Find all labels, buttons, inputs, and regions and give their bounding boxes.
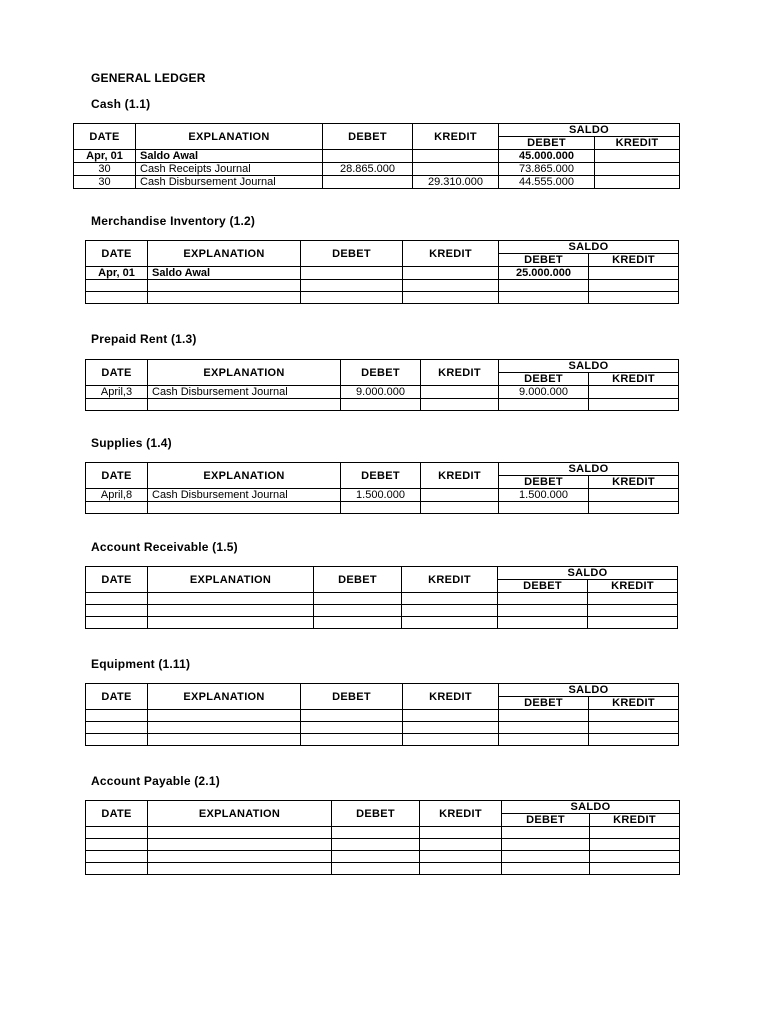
cell-debet [332,863,420,875]
cell-explanation [148,502,341,514]
cell-saldo-debet [498,605,588,617]
col-header-explanation: EXPLANATION [136,124,323,150]
cell-debet [301,292,403,304]
cell-debet [301,280,403,292]
col-header-kredit: KREDIT [421,463,499,489]
cell-saldo-kredit [595,176,680,189]
col-header-date: DATE [86,360,148,386]
cell-saldo-kredit [590,827,680,839]
cell-explanation: Cash Disbursement Journal [148,386,341,399]
cell-saldo-kredit [589,386,679,399]
account-title: Prepaid Rent (1.3) [91,332,197,346]
cell-debet [301,710,403,722]
col-header-date: DATE [74,124,136,150]
col-header-saldo-kredit: KREDIT [589,254,679,267]
cell-debet [314,605,402,617]
table-row [86,280,679,292]
table-row [86,734,679,746]
col-header-debet: DEBET [332,801,420,827]
ledger-table [85,359,679,411]
cell-saldo-debet: 1.500.000 [499,489,589,502]
cell-saldo-debet [502,851,590,863]
cell-explanation [148,863,332,875]
col-header-saldo: SALDO [502,801,680,814]
cell-kredit [421,502,499,514]
cell-kredit [421,386,499,399]
account-title: Cash (1.1) [91,97,151,111]
cell-debet [332,839,420,851]
col-header-saldo: SALDO [499,124,680,137]
cell-debet [323,150,413,163]
col-header-kredit: KREDIT [403,241,499,267]
account-title: Merchandise Inventory (1.2) [91,214,256,228]
table-row [86,710,679,722]
col-header-explanation: EXPLANATION [148,684,301,710]
cell-saldo-debet [499,502,589,514]
col-header-debet: DEBET [341,463,421,489]
col-header-explanation: EXPLANATION [148,360,341,386]
cell-kredit [403,734,499,746]
cell-saldo-debet: 73.865.000 [499,163,595,176]
col-header-saldo: SALDO [498,567,678,580]
cell-debet: 9.000.000 [341,386,421,399]
cell-saldo-debet: 45.000.000 [499,150,595,163]
cell-saldo-debet [499,399,589,411]
cell-kredit [421,399,499,411]
col-header-saldo: SALDO [499,684,679,697]
col-header-date: DATE [86,684,148,710]
cell-explanation [148,399,341,411]
cell-date [86,734,148,746]
cell-debet [314,617,402,629]
cell-explanation: Cash Disbursement Journal [136,176,323,189]
cell-date: 30 [74,176,136,189]
col-header-debet: DEBET [301,241,403,267]
cell-kredit [420,839,502,851]
cell-kredit [403,710,499,722]
cell-kredit [413,150,499,163]
table-row [86,839,680,851]
col-header-saldo-kredit: KREDIT [590,814,680,827]
cell-kredit [420,863,502,875]
cell-kredit [420,851,502,863]
cell-date [86,593,148,605]
table-row [86,593,678,605]
cell-explanation: Cash Disbursement Journal [148,489,341,502]
cell-explanation: Cash Receipts Journal [136,163,323,176]
col-header-saldo-kredit: KREDIT [589,373,679,386]
cell-debet: 28.865.000 [323,163,413,176]
cell-debet [332,851,420,863]
col-header-saldo-debet: DEBET [499,697,589,710]
col-header-saldo: SALDO [499,463,679,476]
cell-debet [323,176,413,189]
table-row [74,176,680,189]
table-row [86,605,678,617]
cell-explanation: Saldo Awal [148,267,301,280]
cell-explanation [148,593,314,605]
table-row [86,489,679,502]
cell-saldo-debet [502,839,590,851]
cell-saldo-kredit [589,280,679,292]
cell-kredit [402,593,498,605]
table-row [86,617,678,629]
cell-saldo-kredit [589,502,679,514]
cell-date [86,710,148,722]
cell-saldo-kredit [589,399,679,411]
cell-explanation [148,605,314,617]
cell-kredit [402,617,498,629]
col-header-explanation: EXPLANATION [148,241,301,267]
cell-explanation [148,710,301,722]
cell-debet [314,593,402,605]
cell-saldo-debet [502,863,590,875]
account-title: Account Payable (2.1) [91,774,220,788]
cell-debet [341,502,421,514]
col-header-explanation: EXPLANATION [148,567,314,593]
cell-kredit [403,280,499,292]
cell-explanation [148,839,332,851]
cell-kredit [421,489,499,502]
cell-date [86,851,148,863]
col-header-kredit: KREDIT [413,124,499,150]
cell-explanation [148,722,301,734]
cell-saldo-kredit [590,851,680,863]
cell-explanation [148,292,301,304]
col-header-saldo-debet: DEBET [498,580,588,593]
col-header-debet: DEBET [323,124,413,150]
cell-date [86,839,148,851]
cell-saldo-debet [499,710,589,722]
table-row [86,722,679,734]
cell-saldo-kredit [589,267,679,280]
cell-explanation [148,734,301,746]
cell-debet [301,267,403,280]
col-header-date: DATE [86,241,148,267]
cell-kredit: 29.310.000 [413,176,499,189]
table-row [86,827,680,839]
ledger-table [85,683,679,746]
cell-date: April,3 [86,386,148,399]
col-header-date: DATE [86,801,148,827]
cell-kredit [402,605,498,617]
cell-debet: 1.500.000 [341,489,421,502]
col-header-explanation: EXPLANATION [148,463,341,489]
cell-saldo-debet: 9.000.000 [499,386,589,399]
col-header-saldo: SALDO [499,360,679,373]
cell-debet [301,722,403,734]
cell-saldo-kredit [589,722,679,734]
document-title: GENERAL LEDGER [91,71,206,85]
cell-kredit [403,722,499,734]
cell-saldo-debet [498,593,588,605]
cell-saldo-debet: 25.000.000 [499,267,589,280]
account-title: Equipment (1.11) [91,657,191,671]
table-row [86,267,679,280]
cell-date [86,827,148,839]
table-row [86,386,679,399]
cell-kredit [413,163,499,176]
cell-explanation [148,280,301,292]
col-header-kredit: KREDIT [421,360,499,386]
cell-debet [301,734,403,746]
cell-date [86,292,148,304]
cell-explanation [148,617,314,629]
table-row [86,502,679,514]
cell-date: Apr, 01 [86,267,148,280]
col-header-date: DATE [86,463,148,489]
ledger-table [85,240,679,304]
cell-saldo-kredit [590,863,680,875]
cell-saldo-debet [499,722,589,734]
table-row [74,163,680,176]
cell-saldo-kredit [589,734,679,746]
cell-explanation: Saldo Awal [136,150,323,163]
table-row [86,851,680,863]
cell-saldo-kredit [590,839,680,851]
cell-saldo-debet [499,292,589,304]
cell-saldo-debet: 44.555.000 [499,176,595,189]
ledger-table [85,462,679,514]
cell-saldo-kredit [595,163,680,176]
col-header-saldo-kredit: KREDIT [588,580,678,593]
ledger-table [85,566,678,629]
cell-date: April,8 [86,489,148,502]
account-title: Supplies (1.4) [91,436,172,450]
cell-kredit [403,267,499,280]
ledger-table [85,800,680,875]
cell-kredit [403,292,499,304]
col-header-date: DATE [86,567,148,593]
col-header-saldo-debet: DEBET [499,476,589,489]
col-header-saldo-debet: DEBET [499,137,595,150]
cell-saldo-kredit [588,593,678,605]
col-header-kredit: KREDIT [403,684,499,710]
col-header-saldo-debet: DEBET [502,814,590,827]
cell-saldo-kredit [588,617,678,629]
cell-explanation [148,851,332,863]
col-header-debet: DEBET [314,567,402,593]
cell-debet [332,827,420,839]
cell-saldo-debet [499,734,589,746]
cell-saldo-kredit [589,710,679,722]
cell-date [86,605,148,617]
col-header-saldo-kredit: KREDIT [595,137,680,150]
cell-debet [341,399,421,411]
cell-saldo-kredit [589,489,679,502]
cell-date [86,502,148,514]
col-header-debet: DEBET [301,684,403,710]
col-header-saldo: SALDO [499,241,679,254]
cell-date [86,863,148,875]
col-header-explanation: EXPLANATION [148,801,332,827]
cell-date [86,280,148,292]
cell-kredit [420,827,502,839]
cell-saldo-debet [502,827,590,839]
cell-date [86,399,148,411]
cell-date [86,722,148,734]
cell-date: Apr, 01 [74,150,136,163]
cell-saldo-kredit [588,605,678,617]
col-header-saldo-kredit: KREDIT [589,476,679,489]
table-row [86,292,679,304]
account-title: Account Receivable (1.5) [91,540,238,554]
table-row [86,399,679,411]
cell-date: 30 [74,163,136,176]
col-header-debet: DEBET [341,360,421,386]
cell-saldo-kredit [595,150,680,163]
cell-saldo-debet [499,280,589,292]
cell-saldo-debet [498,617,588,629]
cell-saldo-kredit [589,292,679,304]
cell-explanation [148,827,332,839]
table-row [86,863,680,875]
cell-date [86,617,148,629]
col-header-saldo-kredit: KREDIT [589,697,679,710]
col-header-saldo-debet: DEBET [499,254,589,267]
col-header-kredit: KREDIT [420,801,502,827]
ledger-table [73,123,680,189]
table-row [74,150,680,163]
col-header-saldo-debet: DEBET [499,373,589,386]
col-header-kredit: KREDIT [402,567,498,593]
